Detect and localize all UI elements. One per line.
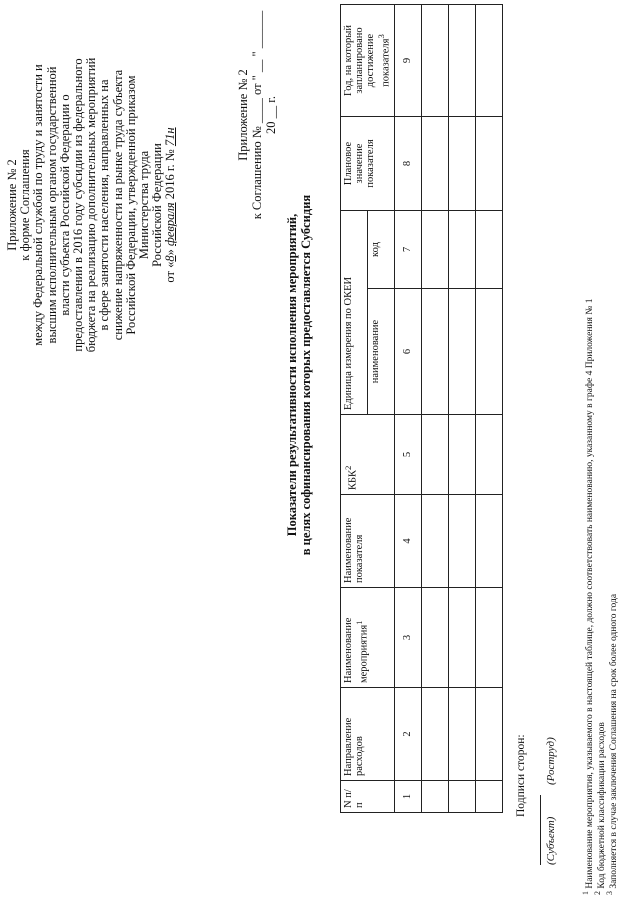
footnote: [604, 15, 620, 895]
header-unit-group: Единица измерения по ОКЕИ: [341, 211, 368, 415]
header-kbk-text: КБК: [347, 469, 359, 490]
header-planned-value: Плановое значение показателя: [341, 117, 395, 211]
order-day: 8: [163, 255, 178, 262]
header-line: в сфере занятости населения, направленных на: [97, 79, 112, 331]
header-year-planned: [341, 5, 395, 117]
signature-rostrud: (Роструд): [545, 737, 557, 785]
signatures-title: Подписи сторон:: [515, 734, 527, 817]
order-prefix: от «: [163, 261, 178, 283]
column-number-row: [394, 5, 421, 813]
order-month: февраля: [163, 202, 178, 247]
order-reference-line: [164, 5, 177, 405]
header-kbk: [341, 415, 395, 495]
signature-line: [540, 795, 541, 865]
agreement-appendix-title: Приложение № 2: [236, 69, 250, 161]
order-suffix: 2016 г. №: [163, 146, 178, 203]
header-unit-code: код: [367, 211, 394, 289]
header-line: снижение напряженности на рынке труда субъекта: [110, 69, 125, 341]
column-number: 2: [394, 688, 421, 781]
header-line: бюджета на реализацию дополнительных мероприятий: [84, 57, 99, 353]
column-number: 9: [394, 5, 421, 117]
header-year-planned-text: Год, на который запланировано достижение показателя: [343, 25, 392, 96]
footnote-ref-3: 3: [376, 34, 386, 39]
footnote-text: Наименование мероприятия, указываемого в настоящей таблице, должно соответствовать наименованию, указанному в графе 4 Приложения № 1: [585, 298, 596, 889]
header-line: к форме Соглашения: [18, 149, 33, 261]
header-direction: Направление расходов: [341, 688, 395, 781]
agreement-reference: к Соглашению № ____ от " __ " ______ 20 __ г.: [250, 10, 278, 220]
title-line-2: в целях софинансирования которых предоставляется Субсидия: [299, 194, 313, 556]
order-mid: »: [163, 246, 178, 256]
agreement-appendix-header: [236, 5, 278, 225]
indicators-table: [340, 4, 503, 813]
footnote-mark: 2: [593, 891, 602, 895]
column-number: 1: [394, 781, 421, 813]
title-line-1: Показатели результативности исполнения мероприятий,: [285, 213, 299, 537]
header-event-name: [341, 588, 395, 688]
footnote-ref-2: 2: [343, 465, 353, 470]
column-number: 4: [394, 495, 421, 588]
order-number: 71н: [163, 127, 178, 147]
header-line: Российской Федерации, утвержденной приказом: [123, 75, 138, 335]
header-line: власти субъекта Российской Федерации о: [57, 94, 72, 316]
signature-subject: (Субъект): [545, 816, 557, 865]
header-line: Российской Федерации: [150, 143, 165, 267]
form-appendix-header: [6, 5, 178, 405]
header-indicator-name: Наименование показателя: [341, 495, 395, 588]
column-number: 5: [394, 415, 421, 495]
footnote-mark: 1: [581, 891, 590, 895]
header-event-name-text: Наименование мероприятия: [343, 617, 370, 683]
header-line: между Федеральной службой по труду и занятости и: [31, 64, 46, 346]
table-row: [448, 5, 475, 813]
footnote-text: Код бюджетной классификации расходов: [597, 722, 608, 889]
table-row: [475, 5, 502, 813]
header-n: N п/п: [341, 781, 395, 813]
footnote-text: Заполняется в случае заключения Соглашения на срок более одного года: [609, 593, 620, 889]
header-line: предоставлении в 2016 году субсидии из федерального: [71, 58, 86, 352]
header-line: высшим исполнительным органом государственной: [44, 66, 59, 344]
header-unit-name: наименование: [367, 289, 394, 415]
footnote-ref-1: 1: [354, 620, 364, 625]
header-line: Министерства труда: [137, 150, 152, 260]
footnote-mark: 3: [605, 891, 614, 895]
document-title: [285, 175, 313, 575]
column-number: 3: [394, 588, 421, 688]
column-number: 7: [394, 211, 421, 289]
header-line: Приложение № 2: [5, 159, 19, 251]
column-number: 6: [394, 289, 421, 415]
column-number: 8: [394, 117, 421, 211]
table-header-row: [341, 5, 368, 813]
table-row: [421, 5, 448, 813]
